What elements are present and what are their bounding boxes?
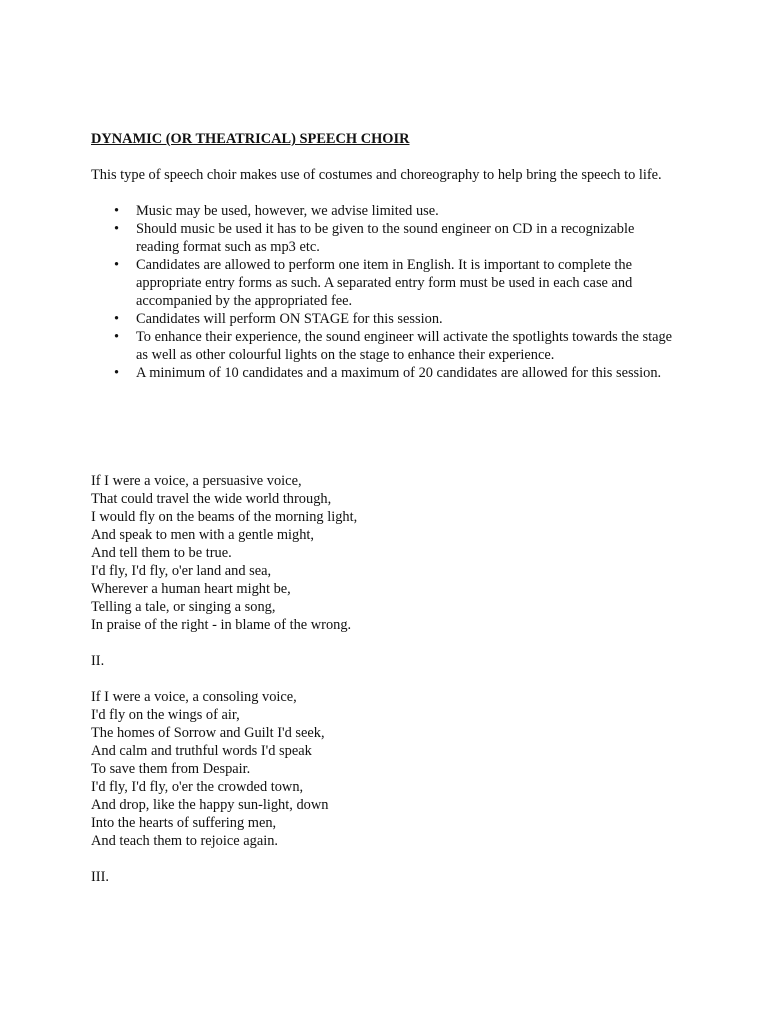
- poem-line: I'd fly, I'd fly, o'er the crowded town,: [91, 779, 304, 795]
- list-item-text: Should music be used it has to be given to the sound engineer on CD in a recognizable reading format such as mp3 etc.: [136, 221, 635, 255]
- bullet-icon: •: [114, 221, 120, 237]
- section-numeral-2: II.: [91, 653, 105, 669]
- poem-line: If I were a voice, a consoling voice,: [91, 689, 297, 705]
- document-page: [91, 130, 676, 886]
- poem-line: And speak to men with a gentle might,: [91, 527, 315, 543]
- list-item: [91, 256, 676, 310]
- bullet-icon: •: [114, 257, 120, 273]
- list-item: [91, 328, 676, 364]
- list-item: [91, 202, 676, 220]
- intro-paragraph: This type of speech choir makes use of costumes and choreography to help bring the speech to life.: [91, 167, 662, 183]
- poem-line: Wherever a human heart might be,: [91, 581, 291, 597]
- poem-line: And teach them to rejoice again.: [91, 833, 279, 849]
- list-item: [91, 220, 676, 256]
- list-item-text: A minimum of 10 candidates and a maximum of 20 candidates are allowed for this session.: [136, 365, 662, 381]
- poem-line: And tell them to be true.: [91, 545, 232, 561]
- list-item: [91, 310, 676, 328]
- poem: [91, 472, 676, 886]
- poem-line: Into the hearts of suffering men,: [91, 815, 277, 831]
- poem-line: And drop, like the happy sun-light, down: [91, 797, 329, 813]
- list-item-text: Candidates will perform ON STAGE for this session.: [136, 311, 443, 327]
- bullet-icon: •: [114, 365, 120, 381]
- poem-line: I'd fly, I'd fly, o'er land and sea,: [91, 563, 272, 579]
- section-numeral-3: III.: [91, 869, 109, 885]
- list-item-text: To enhance their experience, the sound engineer will activate the spotlights towards the stage as well as other colourful lights on the stage to enhance their experience.: [136, 329, 673, 363]
- bullet-icon: •: [114, 203, 120, 219]
- poem-line: I'd fly on the wings of air,: [91, 707, 240, 723]
- poem-line: To save them from Despair.: [91, 761, 251, 777]
- poem-stanza-2: [91, 688, 676, 850]
- poem-line: I would fly on the beams of the morning light,: [91, 509, 358, 525]
- poem-line: The homes of Sorrow and Guilt I'd seek,: [91, 725, 325, 741]
- bullet-icon: •: [114, 311, 120, 327]
- rules-list: [91, 202, 676, 382]
- poem-stanza-1: [91, 472, 676, 634]
- poem-line: Telling a tale, or singing a song,: [91, 599, 276, 615]
- poem-line: If I were a voice, a persuasive voice,: [91, 473, 302, 489]
- bullet-icon: •: [114, 329, 120, 345]
- list-item-text: Music may be used, however, we advise limited use.: [136, 203, 439, 219]
- document-heading: DYNAMIC (OR THEATRICAL) SPEECH CHOIR: [91, 131, 410, 147]
- poem-line: In praise of the right - in blame of the wrong.: [91, 617, 352, 633]
- poem-line: That could travel the wide world through,: [91, 491, 332, 507]
- list-item: [91, 364, 676, 382]
- poem-line: And calm and truthful words I'd speak: [91, 743, 312, 759]
- list-item-text: Candidates are allowed to perform one item in English. It is important to complete the appropriate entry forms as such. A separated entry form must be used in each case and accompanied by the appropriated fee.: [136, 257, 633, 309]
